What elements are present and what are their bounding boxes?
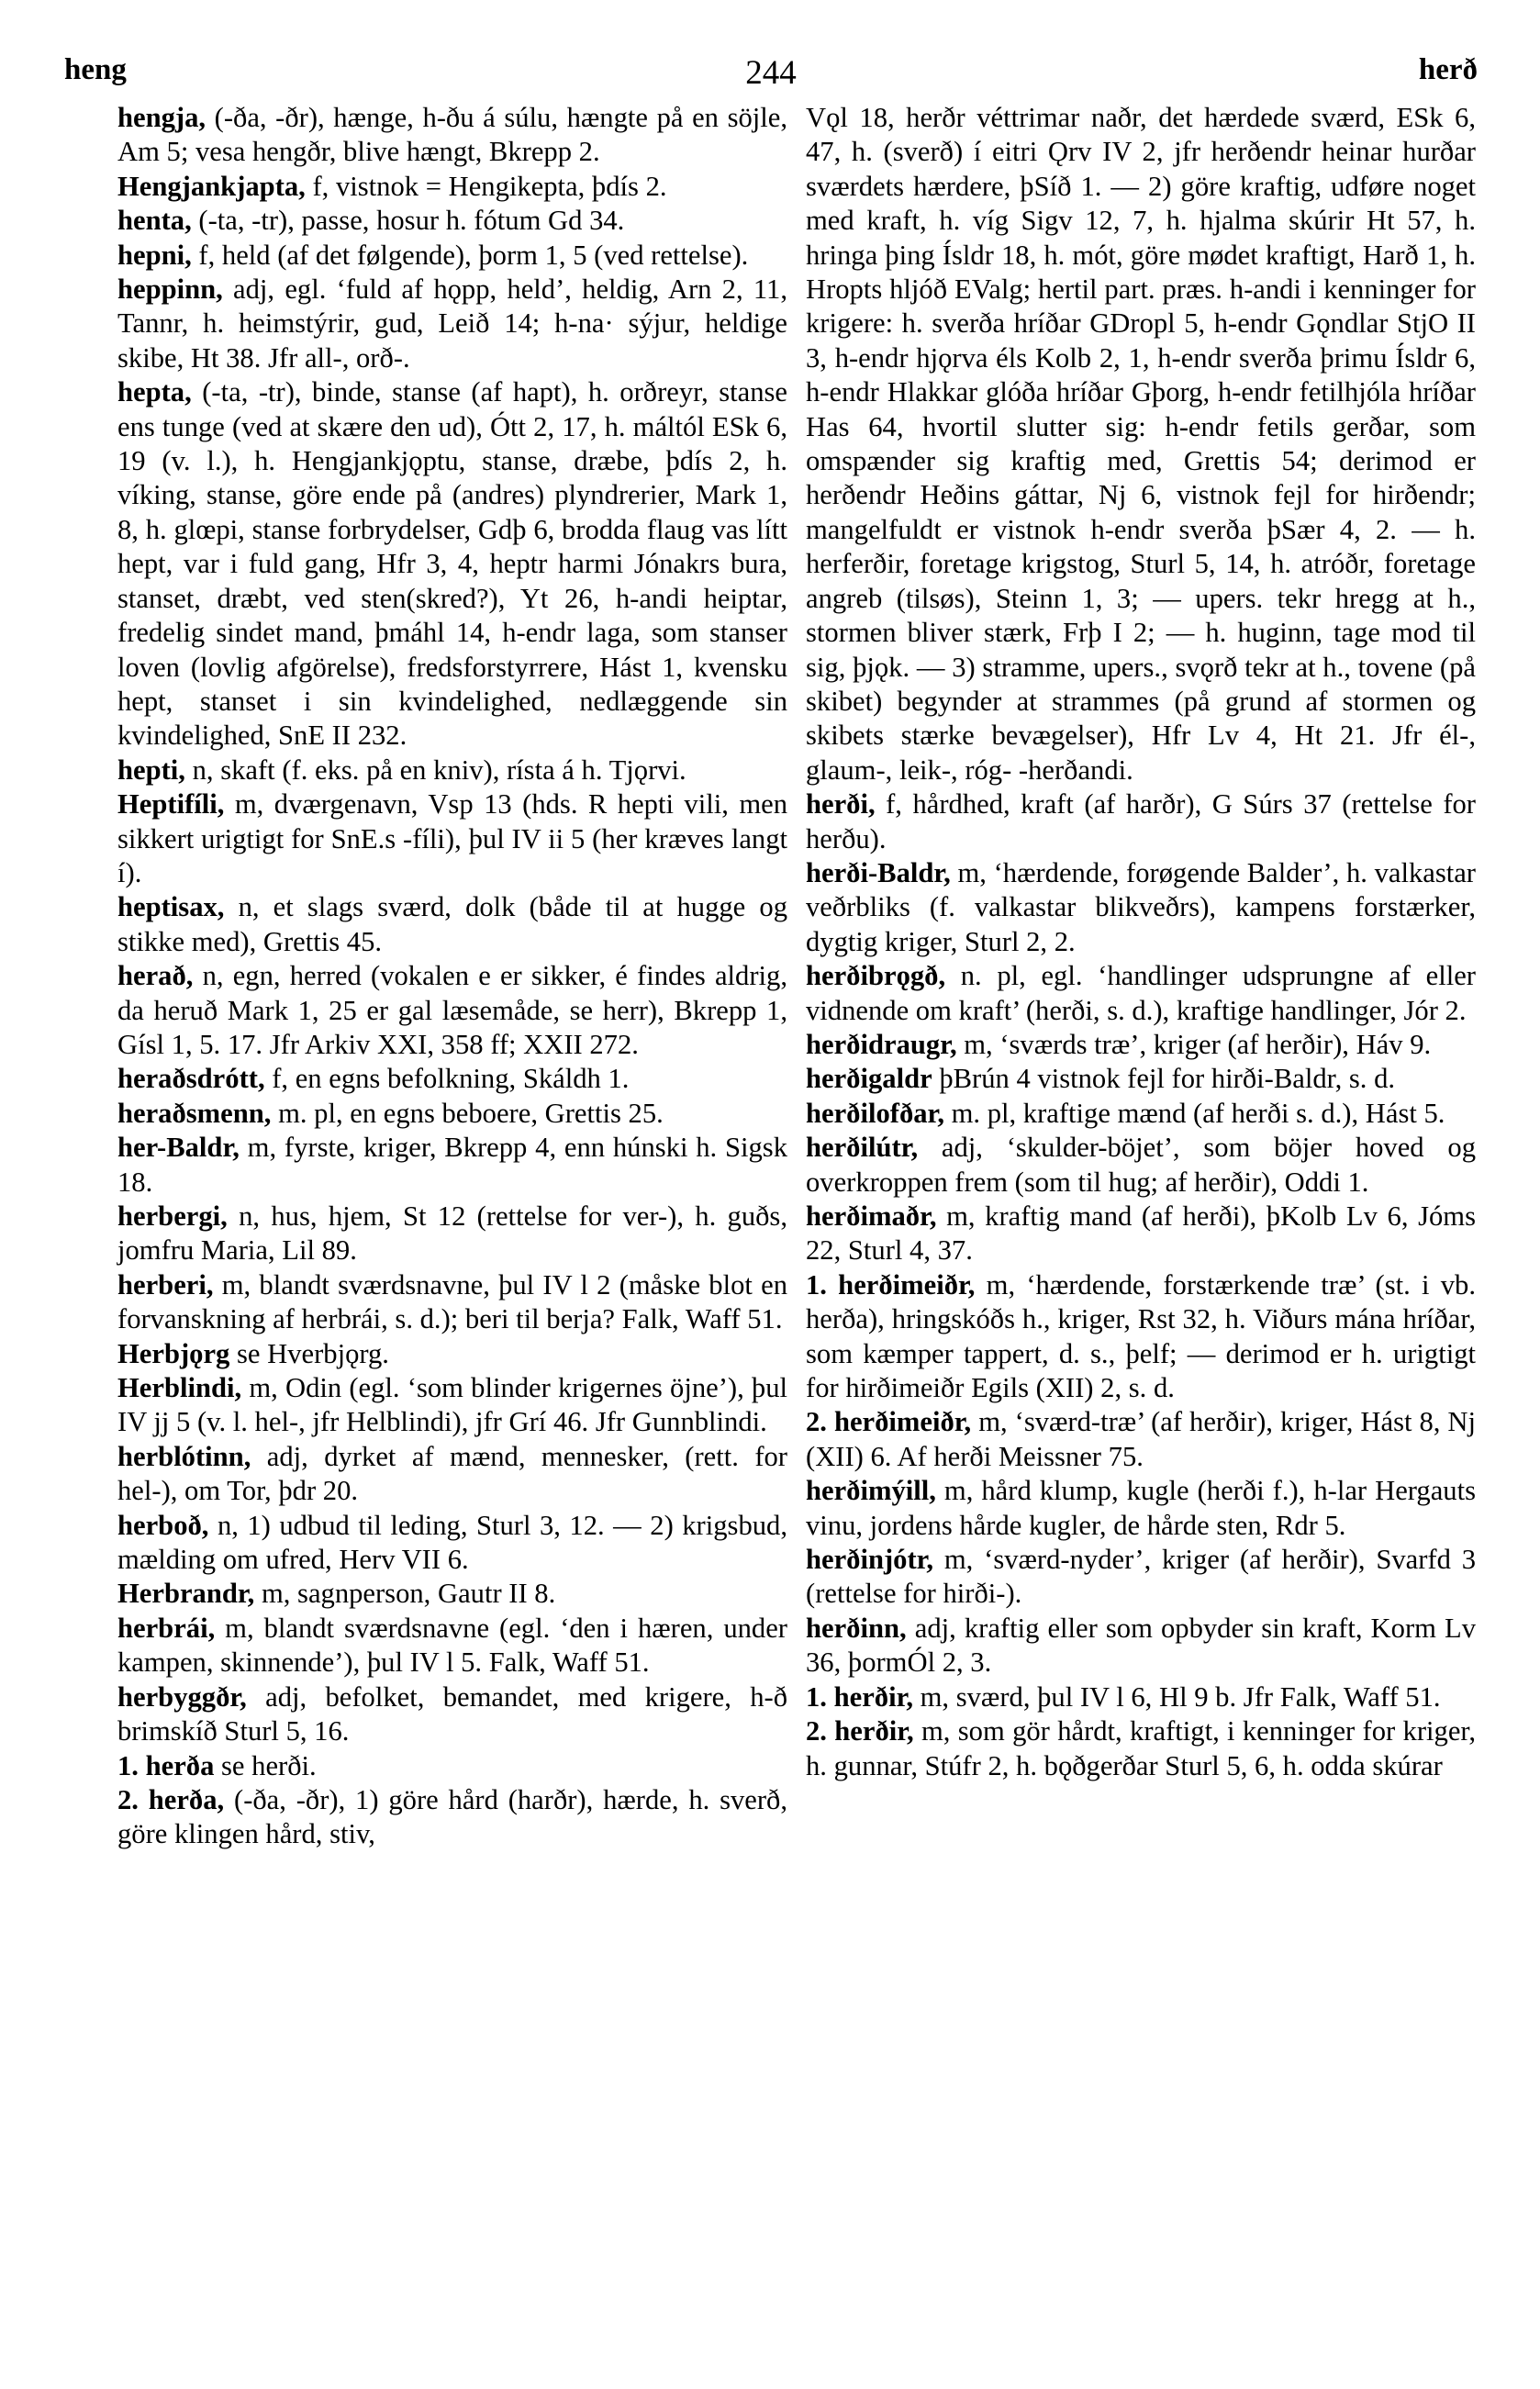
entry-definition: m, hård klump, kugle (herði f.), h-lar Hergauts vinu, jordens hårde kugler, de hårde sten, Rdr 5. — [806, 1475, 1476, 1541]
entry-definition: m, blandt sværdsnavne (egl. ‘den i hæren, under kampen, skinnende’), þul IV l 5. Falk, Waff 51. — [117, 1612, 787, 1679]
entry-definition: m, blandt sværdsnavne, þul IV l 2 (måske blot en forvanskning af herbrái, s. d.); beri til berja? Falk, Waff 51. — [117, 1268, 787, 1335]
entry-definition: Vǫl 18, herðr véttrimar naðr, det hærdede sværd, ESk 6, 47, h. (sverð) í eitri Ǫrv IV 2, jfr herðendr heinar hurðar sværdets hærdere, þSíð 1. — 2) göre kraftig, udføre noget med kraft, h. víg Sigv 12, 7, h. hjalma skúrir Ht 57, h. hringa þing Ísldr 18, h. mót, göre mødet kraftigt, Harð 1, h. Hropts hljóð EValg; hertil part. præs. h-andi i kenninger for krigere: h. sverða hríðar GDropl 5, h-endr Gǫndlar StjO II 3, h-endr hjǫrva éls Kolb 2, 1, h-endr sverða þrimu Ísldr 6, h-endr Hlakkar glóða hríðar Gþorg, h-endr fetilhjóla hríðar Has 64, hvortil slutter sig: h-endr fetils gerðar, som omspænder sig kraftig med, Grettis 54; derimod er herðendr Heðins gáttar, Nj 6, vistnok fejl for hirðendr; mangelfuldt er vistnok h-endr sverða þSær 4, 2. — h. herferðir, foretage krigstog, Sturl 5, 14, h. atróðr, foretage angreb (tilsøs), Steinn 1, 3; — upers. tekr hregg at h., stormen bliver stærk, Frþ I 2; — h. huginn, tage mod til sig, þjǫk. — 3) stramme, upers., svǫrð tekr at h., tovene (på skibet) begynder at strammes (på grund af stormen og skibets stærke bevægelser), Hfr Lv 4, Ht 21. Jfr él-, glaum-, leik-, róg- -herðandi. — [806, 102, 1476, 786]
dictionary-entry — [117, 1337, 787, 1371]
entry-definition: (-ða, -ðr), 1) göre hård (harðr), hærde, h. sverð, göre klingen hård, stiv, — [117, 1783, 787, 1850]
dictionary-entry — [806, 959, 1476, 1028]
entry-definition: adj, kraftig eller som opbyder sin kraft, Korm Lv 36, þormÓl 2, 3. — [806, 1612, 1476, 1679]
entry-definition: adj, dyrket af mænd, mennesker, (rett. for hel-), om Tor, þdr 20. — [117, 1440, 787, 1507]
entry-definition: se herði. — [214, 1749, 317, 1781]
dictionary-entry — [117, 204, 787, 238]
header-right-guideword: herð — [1418, 53, 1478, 86]
dictionary-entry — [806, 1474, 1476, 1543]
headword: herði-Baldr, — [806, 856, 951, 888]
dictionary-entry — [117, 101, 787, 170]
dictionary-entry — [806, 1268, 1476, 1406]
headword: hengja, — [117, 102, 206, 133]
dictionary-entry — [117, 1509, 787, 1578]
dictionary-entry — [806, 1680, 1476, 1714]
dictionary-entry — [806, 1062, 1476, 1096]
entry-definition: (-ta, -tr), binde, stanse (af hapt), h. orðreyr, stanse ens tunge (ved at skære den ud), Ótt 2, 17, h. máltól ESk 6, 19 (v. l.), h. Hengjankjǫptu, stanse, dræbe, þdís 2, h. víking, stanse, göre ende på (andres) plyndrerier, Mark 1, 8, h. glœpi, stanse forbrydelser, Gdþ 6, brodda flaug vas lítt hept, var i fuld gang, Hfr 3, 4, heptr harmi Jónakrs bura, stanset, dræbt, ved sten(skred?), Yt 26, h-andi heiptar, fredelig sindet mand, þmáhl 14, h-endr laga, som stanser loven (lovlig afgörelse), fredsforstyrrere, Hást 1, kvensku hept, stanset i sin kvindelighed, nedlæggende sin kvindelighed, SnE II 232. — [117, 376, 787, 752]
dictionary-entry — [806, 1131, 1476, 1200]
dictionary-entry — [117, 1440, 787, 1509]
dictionary-entry — [117, 890, 787, 959]
dictionary-entry — [806, 1028, 1476, 1062]
entry-definition: f, en egns befolkning, Skáldh 1. — [264, 1063, 630, 1095]
headword: herðinjótr, — [806, 1544, 934, 1576]
entry-definition: m, ‘sværds træ’, kriger (af herðir), Háv 9. — [956, 1028, 1432, 1060]
page-number: 244 — [745, 54, 797, 92]
dictionary-entry — [806, 1612, 1476, 1680]
entry-definition: n, egn, herred (vokalen e er sikker, é findes aldrig, da heruð Mark 1, 25 er gal læsemåde, se herr), Bkrepp 1, Gísl 1, 5. 17. Jfr Arkiv XXI, 358 ff; XXII 272. — [117, 960, 787, 1060]
entry-definition: f, held (af det følgende), þorm 1, 5 (ved rettelse). — [191, 239, 749, 271]
entry-definition: adj, egl. ‘fuld af hǫpp, held’, heldig, Arn 2, 11, Tannr, h. heimstýrir, gud, Leið 14; h-na· sýjur, heldige skibe, Ht 38. Jfr all-, orð-. — [117, 274, 787, 374]
entry-definition: m, som gör hårdt, kraftigt, i kenninger for kriger, h. gunnar, Stúfr 2, h. bǫðgerðar Sturl 5, 6, h. odda skúrar — [806, 1715, 1477, 1781]
entry-definition: n, et slags sværd, dolk (både til at hugge og stikke med), Grettis 45. — [117, 891, 787, 957]
entry-definition: m. pl, en egns beboere, Grettis 25. — [271, 1097, 664, 1129]
headword: Herbrandr, — [117, 1578, 255, 1610]
entry-definition: se Hverbjǫrg. — [229, 1337, 389, 1369]
entry-definition: n, 1) udbud til leding, Sturl 3, 12. — 2) krigsbud, mælding om ufred, Herv VII 6. — [117, 1509, 787, 1576]
entry-definition: m, fyrste, kriger, Bkrepp 4, enn húnski h. Sigsk 18. — [117, 1132, 787, 1198]
dictionary-entry — [117, 959, 787, 1062]
headword: heptisax, — [117, 891, 225, 923]
dictionary-entry — [117, 1749, 787, 1783]
headword: Heptifíli, — [117, 788, 225, 821]
entry-definition: m, ‘sværd-træ’ (af herðir), kriger, Hást 8, Nj (XII) 6. Af herði Meissner 75. — [806, 1406, 1477, 1472]
headword: herað, — [117, 960, 194, 992]
dictionary-entry — [117, 375, 787, 753]
dictionary-entry — [117, 1577, 787, 1611]
headword: hepti, — [117, 754, 185, 786]
headword: heraðsdrótt, — [117, 1063, 265, 1095]
entry-definition: n, hus, hjem, St 12 (rettelse for ver-), h. guðs, jomfru Maria, Lil 89. — [117, 1200, 787, 1267]
dictionary-entry — [806, 1405, 1476, 1474]
headword: Hengjankjapta, — [117, 170, 306, 202]
headword: herðilofðar, — [806, 1097, 944, 1129]
entry-definition: m, sagnperson, Gautr II 8. — [254, 1578, 556, 1610]
dictionary-entry — [117, 273, 787, 375]
entry-definition: m, ‘hærdende, forøgende Balder’, h. valkastar veðrbliks (f. valkastar blikveðrs), kampens forstærker, dygtig kriger, Sturl 2, 2. — [806, 856, 1476, 957]
entry-definition: adj, befolket, bemandet, med krigere, h-ð brimskíð Sturl 5, 16. — [117, 1680, 787, 1747]
headword: herberi, — [117, 1268, 214, 1301]
dictionary-entry — [117, 1612, 787, 1680]
headword: herðilútr, — [806, 1132, 919, 1164]
dictionary-entry — [806, 101, 1476, 787]
dictionary-entry — [117, 1131, 787, 1200]
dictionary-entry — [117, 1062, 787, 1096]
headword: herðibrǫgð, — [806, 960, 946, 992]
headword: 1. herðir, — [806, 1680, 913, 1713]
headword: 1. herða — [117, 1749, 215, 1781]
entry-definition: m, Odin (egl. ‘som blinder krigernes öjne’), þul IV jj 5 (v. l. hel-, jfr Helblindi), jfr Grí 46. Jfr Gunnblindi. — [117, 1372, 787, 1438]
dictionary-entry — [117, 754, 787, 787]
dictionary-entry — [117, 1371, 787, 1440]
headword: 2. herða, — [117, 1783, 225, 1815]
entry-definition: þBrún 4 vistnok fejl for hirði-Baldr, s. d. — [932, 1063, 1396, 1095]
entry-definition: m, sværd, þul IV l 6, Hl 9 b. Jfr Falk, Waff 51. — [912, 1680, 1441, 1713]
dictionary-entry — [117, 1200, 787, 1268]
entry-definition: (-ta, -tr), passe, hosur h. fótum Gd 34. — [191, 205, 625, 237]
headword: henta, — [117, 205, 192, 237]
entry-definition: n, skaft (f. eks. på en kniv), rísta á h. Tjǫrvi. — [184, 754, 686, 786]
entry-definition: f, hårdhed, kraft (af harðr), G Súrs 37 (rettelse for herðu). — [806, 788, 1476, 854]
headword: herðimaðr, — [806, 1200, 937, 1232]
headword: 2. herðir, — [806, 1715, 914, 1747]
dictionary-entry — [117, 787, 787, 890]
dictionary-entry — [806, 1714, 1476, 1783]
headword: 2. herðimeiðr, — [806, 1406, 972, 1438]
left-column — [117, 101, 787, 1852]
dictionary-entry — [806, 1200, 1476, 1268]
right-column — [806, 101, 1476, 1783]
entry-definition: (-ða, -ðr), hænge, h-ðu á súlu, hængte på en söjle, Am 5; vesa hengðr, blive hængt, Bkrepp 2. — [117, 102, 787, 168]
dictionary-entry — [117, 1680, 787, 1749]
headword: 1. herðimeiðr, — [806, 1268, 976, 1301]
dictionary-entry — [806, 1097, 1476, 1131]
page-header — [64, 53, 1478, 94]
headword: herðinn, — [806, 1612, 907, 1644]
dictionary-entry — [806, 787, 1476, 856]
headword: Herblindi, — [117, 1372, 242, 1404]
dictionary-entry — [117, 1783, 787, 1852]
headword: herðigaldr — [806, 1063, 932, 1095]
entry-definition: m, dværgenavn, Vsp 13 (hds. R hepti vili, men sikkert urigtigt for SnE.s -fíli), þul IV ii 5 (her kræves langt í). — [117, 788, 787, 888]
entry-definition: n. pl, egl. ‘handlinger udsprungne af eller vidnende om kraft’ (herði, s. d.), kraftige handlinger, Jór 2. — [806, 960, 1476, 1026]
headword: heppinn, — [117, 274, 223, 306]
dictionary-entry — [117, 1268, 787, 1337]
headword: Herbjǫrg — [117, 1337, 230, 1369]
headword: herðimýill, — [806, 1475, 936, 1507]
headword: herbyggðr, — [117, 1680, 247, 1713]
entry-definition: m, kraftig mand (af herði), þKolb Lv 6, Jóms 22, Sturl 4, 37. — [806, 1200, 1476, 1267]
headword: herblótinn, — [117, 1440, 251, 1472]
entry-definition: m. pl, kraftige mænd (af herði s. d.), Hást 5. — [943, 1097, 1445, 1129]
headword: her-Baldr, — [117, 1132, 240, 1164]
entry-definition: m, ‘sværd-nyder’, kriger (af herðir), Svarfd 3 (rettelse for hirði-). — [806, 1544, 1476, 1610]
header-left-guideword: heng — [64, 53, 127, 86]
headword: herðidraugr, — [806, 1028, 957, 1060]
headword: herboð, — [117, 1509, 209, 1541]
headword: herði, — [806, 788, 876, 821]
dictionary-entry — [117, 1097, 787, 1131]
headword: hepni, — [117, 239, 192, 271]
headword: hepta, — [117, 376, 192, 408]
headword: herbrái, — [117, 1612, 216, 1644]
entry-definition: m, ‘hærdende, forstærkende træ’ (st. i vb. herða), hringskóðs h., kriger, Rst 32, h. Viðurs mána hríðar, som kæmper tappert, d. s., þelf; — derimod er h. urigtigt for hirðimeiðr Egils (XII) 2, s. d. — [806, 1268, 1477, 1404]
dictionary-entry — [117, 170, 787, 204]
entry-definition: adj, ‘skulder-böjet’, som böjer hoved og overkroppen frem (som til hug; af herðir), Oddi 1. — [806, 1132, 1476, 1198]
headword: herbergi, — [117, 1200, 228, 1232]
headword: heraðsmenn, — [117, 1097, 272, 1129]
dictionary-entry — [806, 856, 1476, 959]
entry-definition: f, vistnok = Hengikepta, þdís 2. — [305, 170, 667, 202]
dictionary-entry — [806, 1543, 1476, 1612]
dictionary-entry — [117, 239, 787, 273]
